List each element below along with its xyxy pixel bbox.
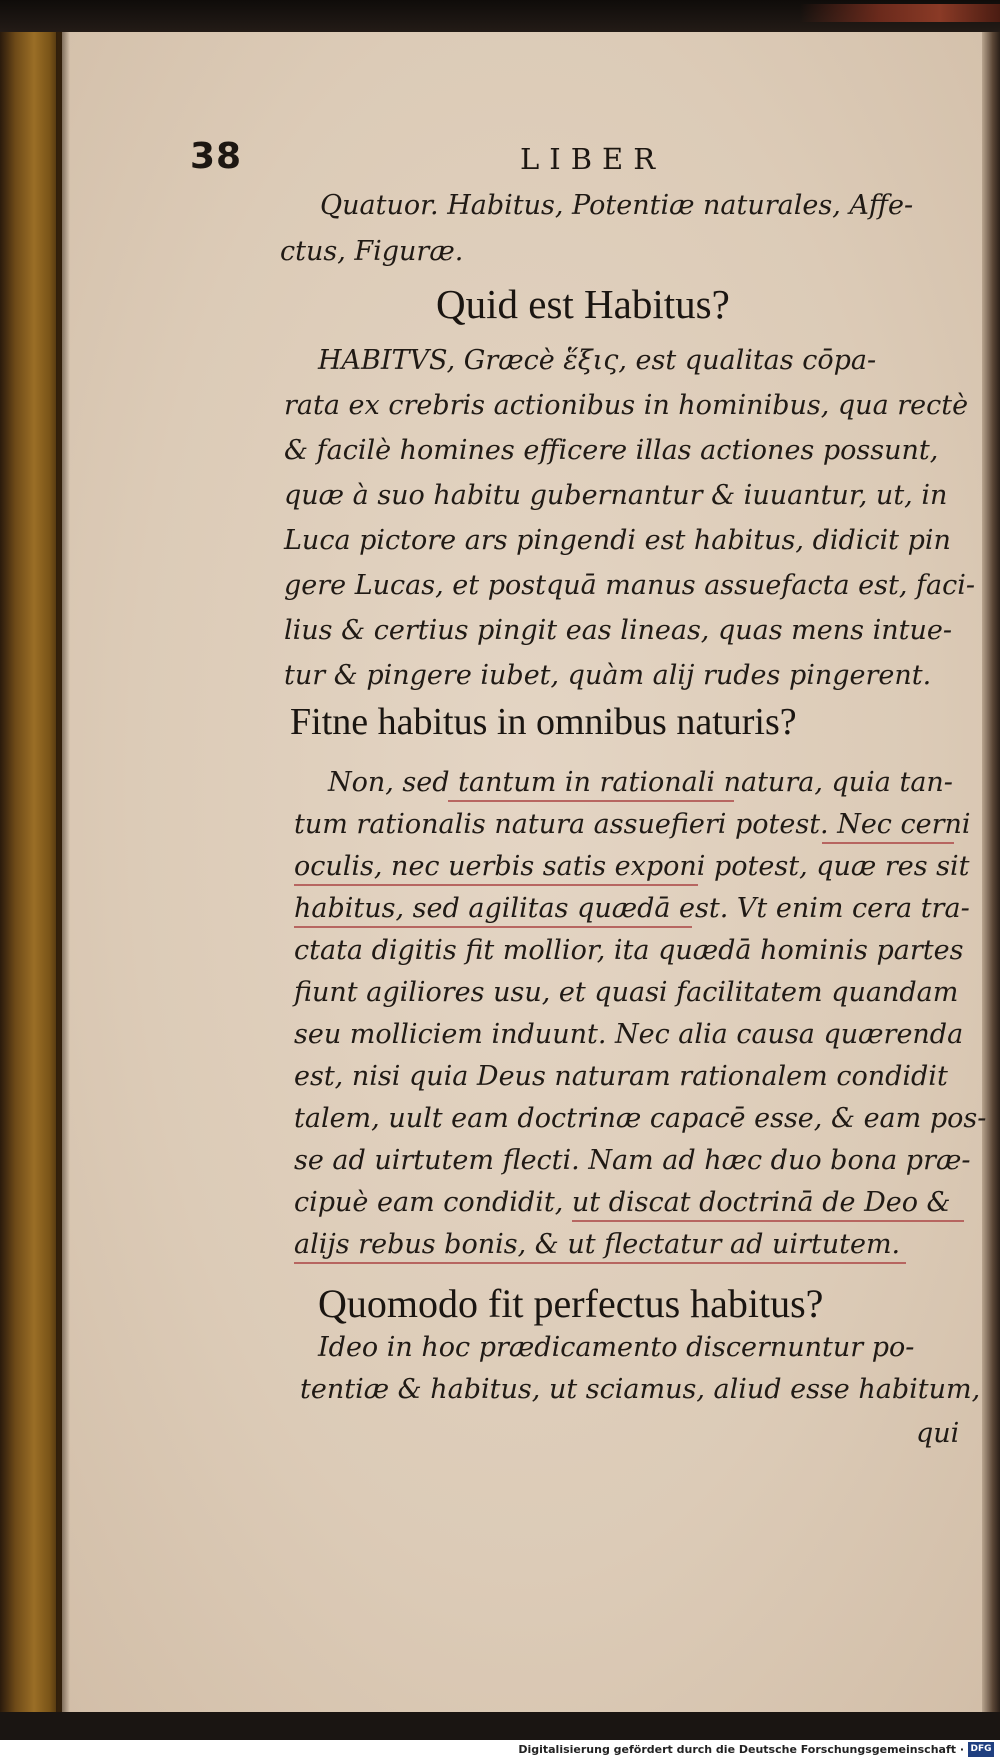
dfg-logo: DFG bbox=[968, 1742, 994, 1757]
body-line: lius & certius pingit eas lineas, quas mens intue- bbox=[284, 615, 952, 646]
body-line: HABITVS, Græcè ἕξις, est qualitas cōpa- bbox=[318, 345, 877, 376]
body-line: Ideo in hoc prædicamento discernuntur po- bbox=[318, 1332, 915, 1363]
body-line: & facilè homines efficere illas actiones possunt, bbox=[284, 435, 939, 466]
ink-underline bbox=[294, 926, 692, 928]
body-line: tur & pingere iubet, quàm alij rudes pingerent. bbox=[284, 660, 932, 691]
body-line: est, nisi quia Deus naturam rationalem condidit bbox=[294, 1061, 948, 1092]
section-heading: Fitne habitus in omnibus naturis? bbox=[290, 701, 797, 743]
body-line: rata ex crebris actionibus in hominibus, qua rectè bbox=[284, 390, 969, 421]
body-line: talem, uult eam doctrinæ capacē esse, & eam pos- bbox=[294, 1103, 987, 1134]
ink-underline bbox=[572, 1220, 964, 1222]
footer-bar bbox=[0, 1740, 1000, 1761]
body-line: alijs rebus bonis, & ut flectatur ad uirtutem. bbox=[294, 1229, 901, 1260]
catchword: qui bbox=[916, 1418, 960, 1449]
running-head: LIBER bbox=[520, 142, 666, 176]
body-line: oculis, nec uerbis satis exponi potest, quæ res sit bbox=[294, 851, 970, 882]
body-line: habitus, sed agilitas quædā est. Vt enim cera tra- bbox=[294, 893, 970, 924]
body-line: Luca pictore ars pingendi est habitus, didicit pin bbox=[284, 525, 951, 556]
ink-underline bbox=[294, 884, 698, 886]
footer-credit: Digitalisierung gefördert durch die Deutsche Forschungsgemeinschaft · bbox=[518, 1743, 964, 1756]
intro-line: Quatuor. Habitus, Potentiæ naturales, Affe- bbox=[320, 190, 914, 221]
body-line: gere Lucas, et postquā manus assuefacta est, faci- bbox=[284, 570, 975, 601]
page-number: 38 bbox=[190, 136, 243, 177]
body-line: se ad uirtutem flecti. Nam ad hæc duo bona præ- bbox=[294, 1145, 971, 1176]
body-line: tum rationalis natura assuefieri potest. Nec cerni bbox=[294, 809, 971, 840]
body-line: tentiæ & habitus, ut sciamus, aliud esse habitum, bbox=[300, 1374, 981, 1405]
body-line: fiunt agiliores usu, et quasi facilitatem quandam bbox=[294, 977, 959, 1008]
body-line: ctata digitis fit mollior, ita quædā hominis partes bbox=[294, 935, 964, 966]
ink-underline bbox=[448, 800, 734, 802]
ink-underline bbox=[294, 1262, 906, 1264]
body-line: seu molliciem induunt. Nec alia causa quærenda bbox=[294, 1019, 964, 1050]
body-line: quæ à suo habitu gubernantur & iuuantur, ut, in bbox=[284, 480, 948, 511]
body-line: Non, sed tantum in rationali natura, quia tan- bbox=[328, 767, 953, 798]
intro-line: ctus, Figuræ. bbox=[280, 236, 464, 267]
section-heading: Quid est Habitus? bbox=[436, 281, 730, 327]
body-line: cipuè eam condidit, ut discat doctrinā de Deo & bbox=[294, 1187, 951, 1218]
section-heading: Quomodo fit perfectus habitus? bbox=[318, 1281, 824, 1326]
ink-underline bbox=[822, 842, 954, 844]
